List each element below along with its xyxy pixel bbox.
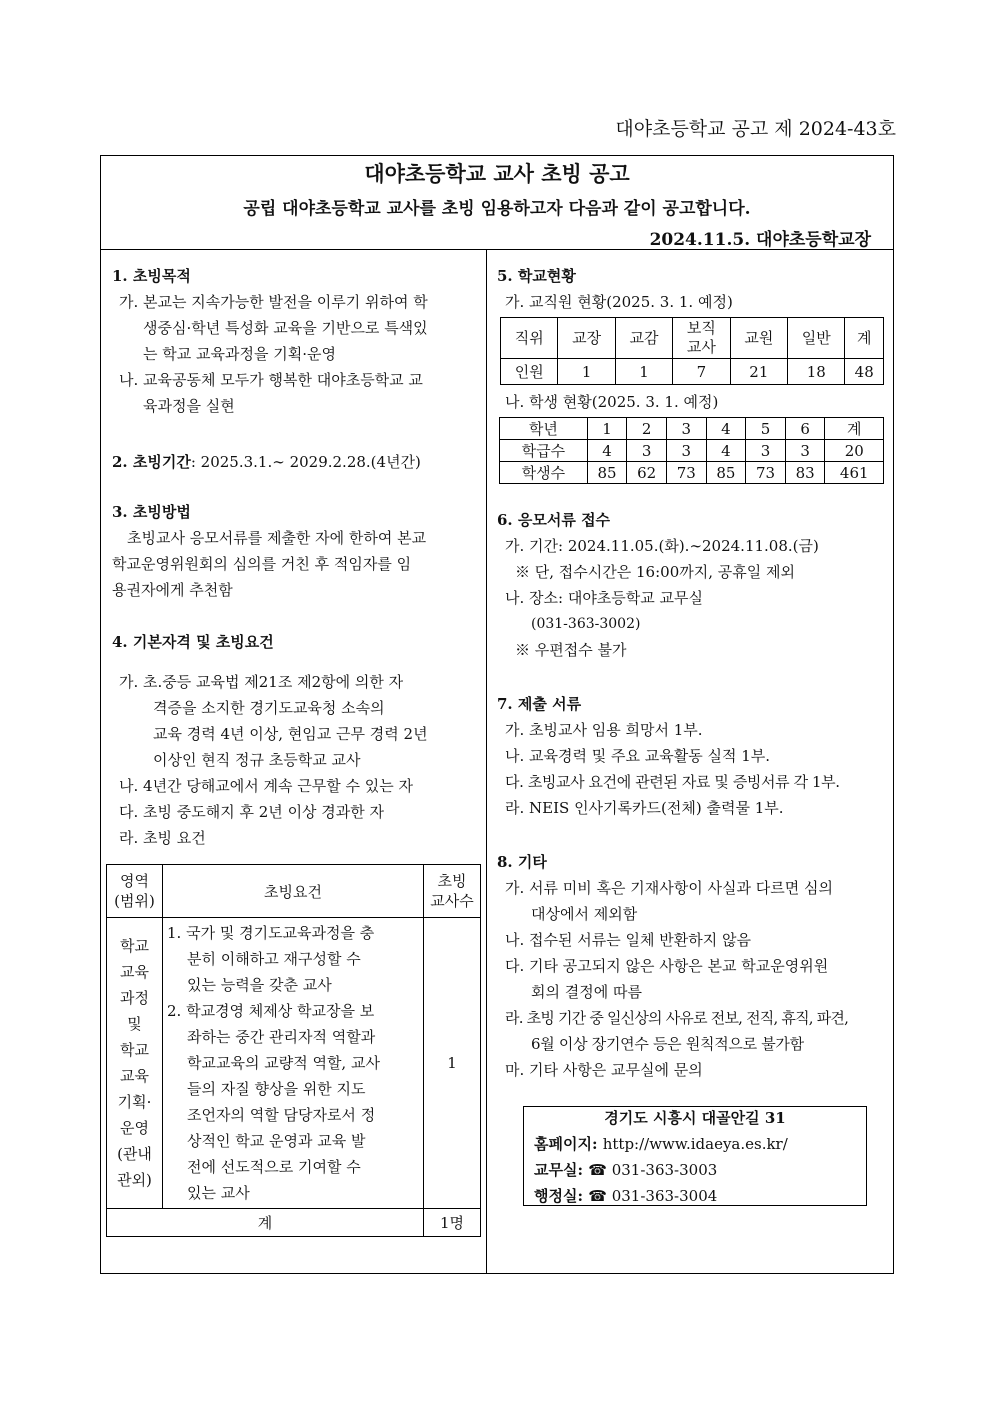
requirement-line: 있는 능력을 갖춘 교사	[187, 976, 332, 994]
section-4-item-a-cont: 이상인 현직 정규 초등학교 교사	[153, 751, 361, 769]
requirements-table	[106, 864, 481, 1237]
student-cell: 학년	[500, 418, 588, 440]
notice-frame	[100, 155, 894, 1274]
student-cell: 학급수	[500, 440, 588, 462]
student-header-row	[500, 418, 884, 440]
section-3-line: 초빙교사 응모서류를 제출한 자에 한하여 본교	[127, 529, 427, 547]
requirement-line: 2. 학교경영 체제상 학교장을 보	[167, 1002, 375, 1020]
student-row	[500, 462, 884, 484]
section-3-line: 학교운영위원회의 심의를 거친 후 적임자를 임	[112, 555, 412, 573]
section-1-item-b-cont: 육과정을 실현	[143, 397, 235, 415]
staff-cell: 21	[730, 359, 787, 385]
area-line: 교육	[120, 1067, 149, 1085]
count-cell: 1	[424, 918, 481, 1209]
section-4-item-c: 다. 초빙 중도해지 후 2년 이상 경과한 자	[119, 803, 385, 821]
staff-cell: 1	[615, 359, 672, 385]
requirement-line: 1. 국가 및 경기도교육과정을 충	[167, 924, 375, 942]
total-label: 계	[107, 1209, 424, 1237]
student-cell: 20	[825, 440, 884, 462]
left-column	[101, 249, 486, 1273]
student-cell: 3	[627, 440, 667, 462]
staff-header-cell: 보직 교사	[673, 318, 730, 359]
section-4-item-b: 나. 4년간 당해교에서 계속 근무할 수 있는 자	[119, 777, 414, 795]
student-cell: 1	[587, 418, 627, 440]
area-line: 기획·	[117, 1093, 152, 1111]
section-1-item-a-cont: 생중심·학년 특성화 교육을 기반으로 특색있	[143, 319, 428, 337]
section-7-title: 7. 제출 서류	[497, 695, 582, 713]
notice-subtitle: 공립 대야초등학교 교사를 초빙 임용하고자 다음과 같이 공고합니다.	[243, 199, 751, 219]
requirements-header-row	[107, 865, 481, 918]
student-cell: 3	[746, 440, 786, 462]
student-cell: 4	[587, 440, 627, 462]
section-4-item-a: 가. 초.중등 교육법 제21조 제2항에 의한 자	[119, 673, 404, 691]
section-3-line: 용권자에게 추천함	[112, 581, 233, 599]
requirement-line: 있는 교사	[187, 1184, 250, 1202]
student-cell: 73	[746, 462, 786, 484]
student-cell: 85	[706, 462, 746, 484]
staff-count-row	[501, 359, 884, 385]
student-cell: 4	[706, 440, 746, 462]
document-item-b: 나. 교육경력 및 주요 교육활동 실적 1부.	[505, 747, 771, 765]
requirement-cell	[163, 918, 424, 1209]
staff-status-label: 가. 교직원 현황(2025. 3. 1. 예정)	[505, 293, 733, 311]
student-cell: 461	[825, 462, 884, 484]
area-line: 교육	[120, 963, 149, 981]
staff-cell: 7	[673, 359, 730, 385]
student-cell: 3	[666, 418, 706, 440]
misc-item-c: 다. 기타 공고되지 않은 사항은 본교 학교운영위원	[505, 957, 829, 975]
misc-item-d-cont: 6월 이상 장기연수 등은 원칙적으로 불가함	[531, 1035, 804, 1053]
requirement-line: 분히 이해하고 재구성할 수	[187, 950, 361, 968]
document-item-a: 가. 초빙교사 임용 희망서 1부.	[505, 721, 703, 739]
section-2-period: : 2025.3.1.∼ 2029.2.28.(4년간)	[190, 453, 421, 471]
total-value: 1명	[424, 1209, 481, 1237]
section-4-item-d: 라. 초빙 요건	[119, 829, 206, 847]
student-table	[499, 417, 884, 484]
staff-cell: 48	[845, 359, 884, 385]
requirement-line: 전에 선도적으로 기여할 수	[187, 1158, 361, 1176]
requirement-line: 들의 자질 향상을 위한 지도	[187, 1080, 366, 1098]
staff-header-cell: 교장	[558, 318, 615, 359]
requirement-line: 좌하는 중간 관리자적 역할과	[187, 1028, 376, 1046]
misc-item-d: 라. 초빙 기간 중 일신상의 사유로 전보, 전직, 휴직, 파견,	[505, 1009, 849, 1027]
student-cell: 5	[746, 418, 786, 440]
section-8-title: 8. 기타	[497, 853, 547, 871]
count-header: 초빙 교사수	[424, 865, 481, 918]
student-row	[500, 440, 884, 462]
student-cell: 4	[706, 418, 746, 440]
document-item-c: 다. 초빙교사 요건에 관련된 자료 및 증빙서류 각 1부.	[505, 773, 840, 791]
student-cell: 학생수	[500, 462, 588, 484]
student-cell: 62	[627, 462, 667, 484]
section-2-title: 2. 초빙기간	[112, 453, 191, 471]
application-place: 나. 장소: 대야초등학교 교무실	[505, 589, 704, 607]
phone-icon: ☎	[588, 1161, 607, 1179]
area-line: 학교	[120, 1041, 149, 1059]
staff-header-cell: 일반	[788, 318, 845, 359]
student-cell: 85	[587, 462, 627, 484]
student-cell: 2	[627, 418, 667, 440]
section-1-item-a: 가. 본교는 지속가능한 발전을 이루기 위하여 학	[119, 293, 428, 311]
requirement-line: 학교교육의 교량적 역할, 교사	[187, 1054, 380, 1072]
area-line: 운영	[120, 1119, 149, 1137]
area-cell	[107, 918, 163, 1209]
document-item-d: 라. NEIS 인사기록카드(전체) 출력물 1부.	[505, 799, 784, 817]
requirement-line: 상적인 학교 운영과 교육 발	[187, 1132, 366, 1150]
requirements-total-row	[107, 1209, 481, 1237]
school-address: 경기도 시흥시 대골안길 31	[604, 1109, 786, 1127]
section-6-title: 6. 응모서류 접수	[497, 511, 611, 529]
homepage-line: 홈페이지: http://www.idaeya.es.kr/	[534, 1135, 788, 1153]
staff-header-cell: 교원	[730, 318, 787, 359]
notice-title: 대야초등학교 교사 초빙 공고	[364, 161, 630, 186]
staff-cell: 1	[558, 359, 615, 385]
misc-item-e: 마. 기타 사항은 교무실에 문의	[505, 1061, 703, 1079]
staff-header-cell: 계	[845, 318, 884, 359]
postal-note: ※ 우편접수 불가	[515, 641, 627, 659]
misc-item-c-cont: 회의 결정에 따름	[531, 983, 642, 1001]
application-phone: (031-363-3002)	[531, 616, 641, 632]
section-3-title: 3. 초빙방법	[112, 503, 191, 521]
area-line: 및	[127, 1015, 142, 1033]
requirement-line: 조언자의 역할 담당자로서 정	[187, 1106, 376, 1124]
notice-header	[101, 156, 893, 250]
application-time-note: ※ 단, 접수시간은 16:00까지, 공휴일 제외	[515, 563, 795, 581]
misc-item-a: 가. 서류 미비 혹은 기재사항이 사실과 다르면 심의	[505, 879, 833, 897]
contact-box	[523, 1106, 867, 1206]
section-1-title: 1. 초빙목적	[112, 267, 191, 285]
section-5-title: 5. 학교현황	[497, 267, 576, 285]
admin-phone-line: 행정실: ☎ 031-363-3004	[534, 1183, 717, 1209]
staff-cell: 18	[788, 359, 845, 385]
student-status-label: 나. 학생 현황(2025. 3. 1. 예정)	[505, 393, 719, 411]
office-phone-line: 교무실: ☎ 031-363-3003	[534, 1157, 717, 1183]
section-1-item-a-cont: 는 학교 교육과정을 기획·운영	[143, 345, 336, 363]
section-4-title: 4. 기본자격 및 초빙요건	[112, 633, 274, 651]
notice-number: 대야초등학교 공고 제 2024-43호	[615, 118, 896, 140]
staff-table	[500, 317, 884, 385]
area-line: 관외)	[117, 1171, 152, 1189]
area-line: (관내	[117, 1145, 152, 1163]
section-4-item-a-cont: 교육 경력 4년 이상, 현임교 근무 경력 2년	[153, 725, 428, 743]
misc-item-b: 나. 접수된 서류는 일체 반환하지 않음	[505, 931, 751, 949]
section-4-item-a-cont: 격증을 소지한 경기도교육청 소속의	[153, 699, 385, 717]
section-2	[112, 449, 421, 475]
staff-cell: 인원	[501, 359, 558, 385]
staff-header-cell: 교감	[615, 318, 672, 359]
notice-date-issuer: 2024.11.5. 대야초등학교장	[649, 230, 871, 250]
requirements-row	[107, 918, 481, 1209]
staff-header-cell: 직위	[501, 318, 558, 359]
staff-header-row	[501, 318, 884, 359]
student-cell: 83	[785, 462, 825, 484]
section-1-item-b: 나. 교육공동체 모두가 행복한 대야초등학교 교	[119, 371, 423, 389]
area-line: 과정	[120, 989, 149, 1007]
student-cell: 73	[666, 462, 706, 484]
student-cell: 3	[785, 440, 825, 462]
phone-icon: ☎	[588, 1187, 607, 1205]
student-cell: 계	[825, 418, 884, 440]
requirement-header: 초빙요건	[163, 865, 424, 918]
student-cell: 3	[666, 440, 706, 462]
area-header: 영역 (범위)	[107, 865, 163, 918]
homepage-link[interactable]: http://www.idaeya.es.kr/	[602, 1135, 788, 1153]
student-cell: 6	[785, 418, 825, 440]
application-period: 가. 기간: 2024.11.05.(화).∼2024.11.08.(금)	[505, 537, 819, 555]
misc-item-a-cont: 대상에서 제외함	[531, 905, 638, 923]
area-line: 학교	[120, 937, 149, 955]
